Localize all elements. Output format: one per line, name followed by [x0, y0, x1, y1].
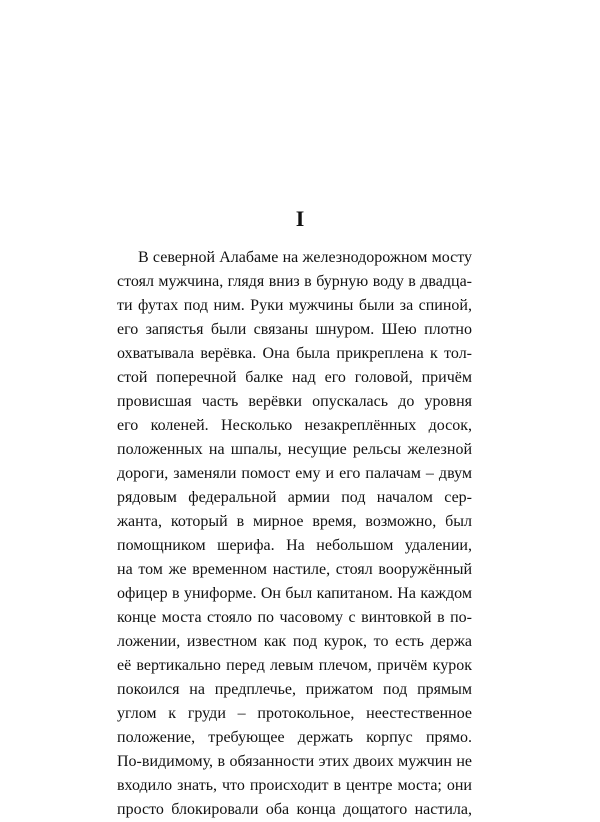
text-line: стоял мужчина, глядя вниз в бурную воду в двадца- [117, 273, 472, 290]
text-line: входило знать, что происходит в центре моста; они [117, 777, 472, 794]
text-line: углом к груди – протокольное, неестественное [117, 705, 472, 722]
text-line: положение, требующее держать корпус прямо. [117, 729, 472, 746]
text-line: рядовым федеральной армии под началом сер- [117, 489, 472, 506]
text-line: покоился на предплечье, прижатом под прямым [117, 681, 472, 698]
text-line: его коленей. Несколько незакреплённых досок, [117, 417, 472, 434]
body-text [117, 246, 472, 822]
text-line: положенных на шпалы, несущие рельсы железной [117, 441, 472, 458]
text-line: просто блокировали оба конца дощатого настила, [117, 801, 472, 818]
text-line: помощником шерифа. На небольшом удалении, [117, 537, 472, 554]
text-line: его запястья были связаны шнуром. Шею плотно [117, 321, 472, 338]
text-line: жанта, который в мирное время, возможно, был [117, 513, 472, 530]
text-line: В северной Алабаме на железнодорожном мосту [138, 249, 472, 266]
text-line: её вертикально перед левым плечом, причём курок [117, 657, 472, 674]
text-line: охватывала верёвка. Она была прикреплена к тол- [117, 345, 472, 362]
text-line: По-видимому, в обязанности этих двоих мужчин не [117, 753, 472, 770]
text-line: дороги, заменяли помост ему и его палачам – двум [117, 465, 472, 482]
chapter-number: I [295, 206, 305, 231]
text-line: офицер в униформе. Он был капитаном. На каждом [117, 585, 472, 602]
text-line: конце моста стояло по часовому с винтовкой в по- [117, 609, 472, 626]
text-line: ложении, известном как под курок, то есть держа [117, 633, 472, 650]
text-line: стой поперечной балке над его головой, причём [117, 369, 472, 386]
text-line: провисшая часть верёвки опускалась до уровня [117, 393, 472, 410]
text-line: ти футах под ним. Руки мужчины были за спиной, [117, 297, 472, 314]
text-line: на том же временном настиле, стоял вооружённый [117, 561, 472, 578]
